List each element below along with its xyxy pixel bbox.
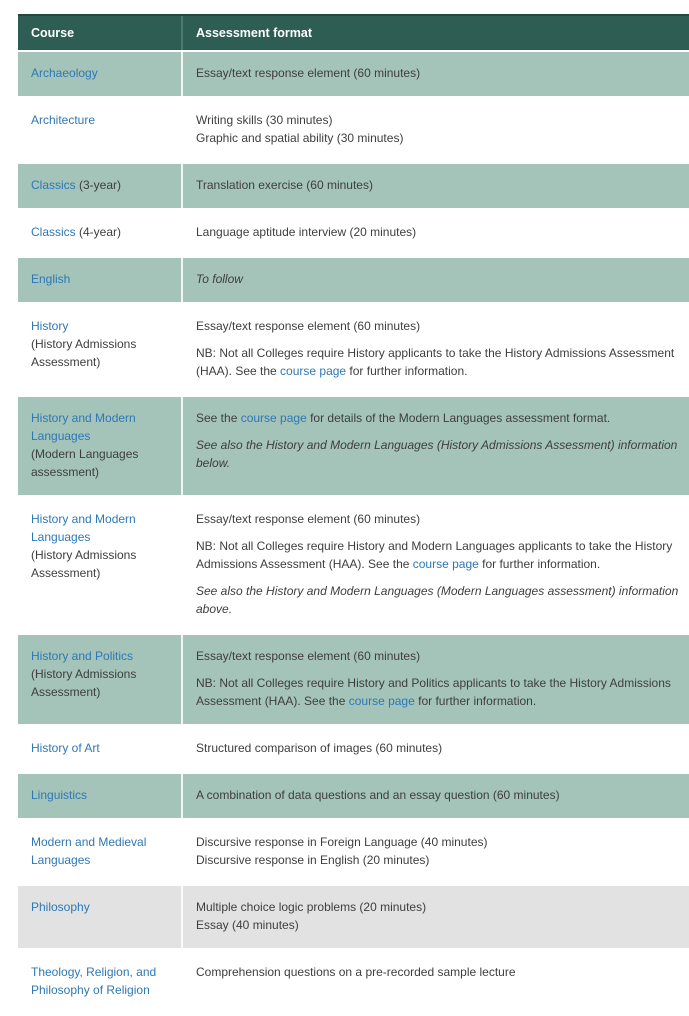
assessment-cell bbox=[182, 820, 689, 885]
table-row bbox=[18, 257, 689, 304]
course-link[interactable]: Modern and Medieval Languages bbox=[31, 835, 147, 867]
table-row bbox=[18, 634, 689, 726]
course-link[interactable]: History bbox=[31, 319, 69, 333]
assessment-note-italic: See also the History and Modern Languages (Modern Languages assessment) information above. bbox=[196, 584, 679, 616]
assessment-cell bbox=[182, 773, 689, 820]
course-cell bbox=[18, 163, 182, 210]
table-row bbox=[18, 98, 689, 163]
assessment-text: Essay/text response element (60 minutes) bbox=[196, 649, 421, 663]
assessment-text: Essay/text response element (60 minutes) bbox=[196, 319, 421, 333]
course-suffix: (4-year) bbox=[75, 225, 122, 239]
assessment-note-italic: To follow bbox=[196, 272, 243, 286]
table-row bbox=[18, 210, 689, 257]
assessment-text: NB: Not all Colleges require History applicants to take the History Admissions Assessment (HAA). See the course page for further information. bbox=[196, 346, 675, 378]
assessment-text: Translation exercise (60 minutes) bbox=[196, 178, 373, 192]
course-cell bbox=[18, 885, 182, 950]
course-cell bbox=[18, 820, 182, 885]
table-row bbox=[18, 885, 689, 950]
course-suffix: (Modern Languages assessment) bbox=[31, 447, 139, 479]
assessment-text: NB: Not all Colleges require History and Politics applicants to take the History Admissions Assessment (HAA). See the course page for further information. bbox=[196, 676, 671, 708]
course-page-link[interactable]: course page bbox=[412, 557, 479, 571]
table-row bbox=[18, 163, 689, 210]
assessment-text: See the course page for details of the Modern Languages assessment format. bbox=[196, 411, 611, 425]
course-link[interactable]: History and Modern Languages bbox=[31, 411, 136, 443]
table-row bbox=[18, 51, 689, 98]
course-cell bbox=[18, 51, 182, 98]
assessment-cell bbox=[182, 210, 689, 257]
table-row bbox=[18, 304, 689, 396]
assessment-text: Essay/text response element (60 minutes) bbox=[196, 512, 421, 526]
assessment-cell bbox=[182, 51, 689, 98]
course-cell bbox=[18, 210, 182, 257]
table-row bbox=[18, 820, 689, 885]
course-page-link[interactable]: course page bbox=[280, 364, 347, 378]
assessment-cell bbox=[182, 726, 689, 773]
assessment-text: Language aptitude interview (20 minutes) bbox=[196, 225, 417, 239]
assessment-cell bbox=[182, 396, 689, 497]
course-cell bbox=[18, 98, 182, 163]
course-cell bbox=[18, 950, 182, 1015]
course-page-link[interactable]: course page bbox=[240, 411, 307, 425]
course-cell bbox=[18, 304, 182, 396]
table-row bbox=[18, 497, 689, 634]
course-link[interactable]: History and Politics bbox=[31, 649, 134, 663]
assessment-text: Essay/text response element (60 minutes) bbox=[196, 66, 421, 80]
course-link[interactable]: Architecture bbox=[31, 113, 96, 127]
course-link[interactable]: English bbox=[31, 272, 71, 286]
course-cell bbox=[18, 726, 182, 773]
course-cell bbox=[18, 257, 182, 304]
assessment-cell bbox=[182, 885, 689, 950]
course-link[interactable]: History and Modern Languages bbox=[31, 512, 136, 544]
assessment-text: NB: Not all Colleges require History and Modern Languages applicants to take the History Admissions Assessment (HAA). See the course page for further information. bbox=[196, 539, 673, 571]
table-row bbox=[18, 396, 689, 497]
assessment-note-italic: See also the History and Modern Languages (History Admissions Assessment) information below. bbox=[196, 438, 678, 470]
course-cell bbox=[18, 497, 182, 634]
course-suffix: (3-year) bbox=[75, 178, 122, 192]
assessment-text: A combination of data questions and an essay question (60 minutes) bbox=[196, 788, 560, 802]
course-suffix: (History Admissions Assessment) bbox=[31, 337, 137, 369]
course-suffix: (History Admissions Assessment) bbox=[31, 667, 137, 699]
table-row bbox=[18, 773, 689, 820]
assessment-table bbox=[18, 14, 689, 1016]
course-page-link[interactable]: course page bbox=[348, 694, 415, 708]
assessment-text: Writing skills (30 minutes) Graphic and spatial ability (30 minutes) bbox=[196, 113, 404, 145]
course-cell bbox=[18, 773, 182, 820]
course-link[interactable]: Classics bbox=[31, 178, 76, 192]
course-link[interactable]: Theology, Religion, and Philosophy of Religion bbox=[31, 965, 157, 997]
assessment-text: Structured comparison of images (60 minutes) bbox=[196, 741, 443, 755]
table-header-row bbox=[18, 15, 689, 51]
table-row bbox=[18, 726, 689, 773]
assessment-cell bbox=[182, 950, 689, 1015]
assessment-cell bbox=[182, 98, 689, 163]
course-cell bbox=[18, 396, 182, 497]
assessment-text: Multiple choice logic problems (20 minutes) Essay (40 minutes) bbox=[196, 900, 427, 932]
assessment-cell bbox=[182, 304, 689, 396]
assessment-cell bbox=[182, 634, 689, 726]
assessment-text: Discursive response in Foreign Language (40 minutes) Discursive response in English (20 minutes) bbox=[196, 835, 488, 867]
course-link[interactable]: History of Art bbox=[31, 741, 100, 755]
column-header-assessment: Assessment format bbox=[182, 15, 689, 51]
assessment-text: Comprehension questions on a pre-recorded sample lecture bbox=[196, 965, 516, 979]
table-row bbox=[18, 950, 689, 1015]
course-link[interactable]: Philosophy bbox=[31, 900, 90, 914]
course-link[interactable]: Classics bbox=[31, 225, 76, 239]
column-header-course: Course bbox=[18, 15, 182, 51]
assessment-cell bbox=[182, 497, 689, 634]
course-cell bbox=[18, 634, 182, 726]
assessment-cell bbox=[182, 257, 689, 304]
course-link[interactable]: Linguistics bbox=[31, 788, 88, 802]
course-suffix: (History Admissions Assessment) bbox=[31, 548, 137, 580]
course-link[interactable]: Archaeology bbox=[31, 66, 98, 80]
assessment-cell bbox=[182, 163, 689, 210]
